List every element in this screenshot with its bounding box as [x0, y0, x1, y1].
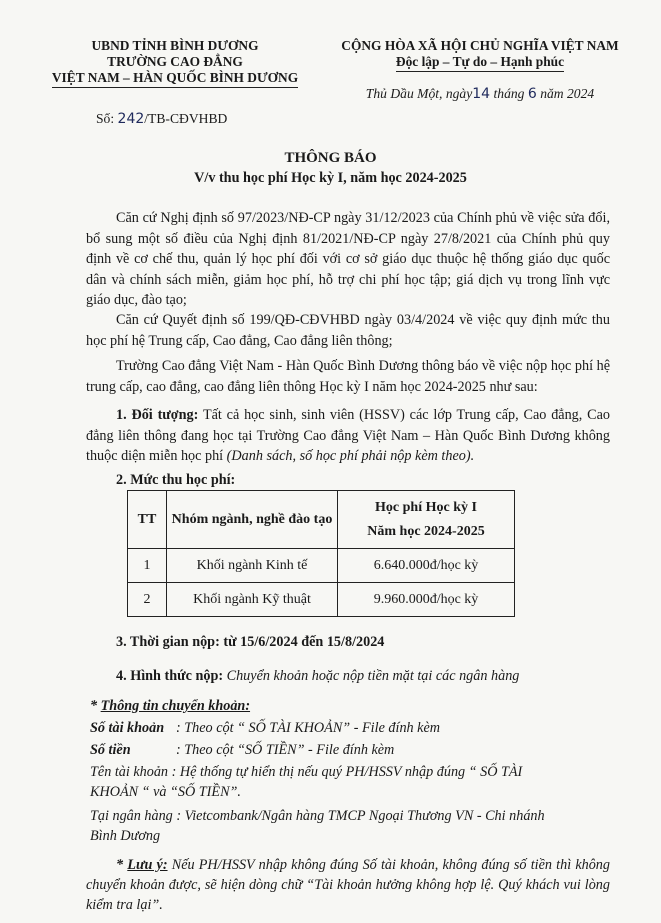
- table-row: [128, 549, 515, 583]
- issuer-header: [40, 38, 310, 88]
- account-name-value: : Hệ thống tự hiển thị nếu quý PH/HSSV nhập đúng “ SỐ TÀI KHOẢN “ và “SỐ TIỀN”.: [90, 764, 523, 800]
- account-name-label: Tên tài khoản: [90, 764, 169, 780]
- table-row: [128, 583, 515, 617]
- note-paragraph: [86, 855, 610, 915]
- asterisk: *: [90, 698, 101, 714]
- row-2-group: Khối ngành Kỹ thuật: [167, 583, 338, 617]
- transfer-account-number: [90, 718, 610, 738]
- issuer-line-3: [40, 70, 310, 88]
- doc-number-label: Số:: [96, 111, 118, 126]
- document-title: THÔNG BÁO: [284, 150, 377, 166]
- national-header: [330, 38, 630, 72]
- issuer-line-3-text: VIỆT NAM – HÀN QUỐC BÌNH DƯƠNG: [52, 70, 298, 88]
- account-number-label: Số tài khoản: [90, 720, 165, 736]
- header-fee: [338, 491, 515, 549]
- date-suffix: năm 2024: [540, 86, 595, 101]
- date-mid: tháng: [493, 86, 525, 101]
- row-1-fee: 6.640.000đ/học kỳ: [338, 549, 515, 583]
- national-motto: Độc lập – Tự do – Hạnh phúc: [396, 54, 564, 72]
- national-motto-wrap: [330, 54, 630, 72]
- row-2-tt: 2: [128, 583, 167, 617]
- row-1-tt: 1: [128, 549, 167, 583]
- amount-label: Số tiền: [90, 742, 131, 758]
- issuer-line-2: TRƯỜNG CAO ĐẲNG: [107, 54, 243, 69]
- doc-number-handwritten: 242: [117, 111, 145, 127]
- header-tt: TT: [128, 491, 167, 549]
- account-number-value: : Theo cột “ SỐ TÀI KHOẢN” - File đính kèm: [176, 720, 441, 736]
- section-3-text: từ 15/6/2024 đến 15/8/2024: [219, 634, 385, 650]
- issue-date: [330, 86, 630, 102]
- section-1-text: Tất cả học sinh, sinh viên (HSSV) các lớp Trung cấp, Cao đẳng, Cao đẳng liên thông đang học tại Trường Cao đẳng Việt Nam – Hàn Quốc Bình Dương không thuộc diện miễn học phí: [86, 407, 610, 464]
- fee-table: [127, 490, 515, 617]
- document-number: [96, 111, 227, 127]
- issuer-line-1: UBND TỈNH BÌNH DƯƠNG: [91, 38, 259, 53]
- national-title: CỘNG HÒA XÃ HỘI CHỦ NGHĨA VIỆT NAM: [341, 38, 619, 53]
- bank-label: Tại ngân hàng: [90, 808, 173, 824]
- paragraph-legal-basis-2: Căn cứ Quyết định số 199/QĐ-CĐVHBD ngày 03/4/2024 về việc quy định mức thu học phí hệ Trung cấp, Cao đẳng, Cao đẳng liên thông;: [86, 312, 610, 349]
- paragraph-announcement: Trường Cao đẳng Việt Nam - Hàn Quốc Bình Dương thông báo về việc nộp học phí hệ trung cấp, cao đẳng, cao đẳng liên thông Học kỳ I năm học 2024-2025 như sau:: [86, 358, 610, 395]
- note-asterisk: *: [116, 857, 128, 873]
- section-3-label: 3. Thời gian nộp:: [116, 634, 220, 650]
- section-1-italic: (Danh sách, số học phí phải nộp kèm theo).: [226, 448, 475, 464]
- header-group: Nhóm ngành, nghề đào tạo: [167, 491, 338, 549]
- note-label: Lưu ý:: [127, 857, 168, 873]
- note-text: Nếu PH/HSSV nhập không đúng Số tài khoản, không đúng số tiền thì không chuyển khoản được, sẽ hiện dòng chữ “Tài khoản hưởng không hợp lệ. Quý khách vui lòng kiểm tra lại”.: [86, 857, 610, 913]
- section-1-label: 1. Đối tượng:: [116, 407, 199, 423]
- amount-value: : Theo cột “SỐ TIỀN” - File đính kèm: [176, 742, 395, 758]
- row-2-fee: 9.960.000đ/học kỳ: [338, 583, 515, 617]
- document-subtitle: V/v thu học phí Học kỳ I, năm học 2024-2025: [194, 170, 467, 186]
- section-1-subjects: [86, 405, 610, 467]
- transfer-bank: [90, 806, 570, 846]
- doc-number-suffix: /TB-CĐVHBD: [144, 111, 228, 126]
- section-4-label: 4. Hình thức nộp:: [116, 668, 224, 684]
- bank-value: : Vietcombank/Ngân hàng TMCP Ngoại Thương VN - Chi nhánh Bình Dương: [90, 808, 545, 844]
- row-1-group: Khối ngành Kinh tế: [167, 549, 338, 583]
- fee-table-header-row: [128, 491, 515, 549]
- date-month: 6: [527, 86, 537, 102]
- transfer-account-name: [90, 762, 560, 802]
- section-3-time: [116, 632, 384, 652]
- date-day: 14: [472, 86, 491, 102]
- section-4-text: Chuyển khoản hoặc nộp tiền mặt tại các ngân hàng: [223, 668, 520, 684]
- header-fee-line2: Năm học 2024-2025: [367, 523, 485, 539]
- section-4-method: [116, 666, 519, 686]
- header-fee-line1: Học phí Học kỳ I: [375, 499, 477, 515]
- paragraph-legal-basis-1: Căn cứ Nghị định số 97/2023/NĐ-CP ngày 31/12/2023 của Chính phủ về việc sửa đổi, bổ sung một số điều của Nghị định 81/2021/NĐ-CP ngày 27/8/2021 của Chính phủ quy định về cơ chế thu, quản lý học phí đối với cơ sở giáo dục thuộc hệ thống giáo dục quốc dân và chính sách miễn, giảm học phí, hỗ trợ chi phí học tập; giá dịch vụ trong lĩnh vực giáo dục, đào tạo;: [86, 210, 610, 308]
- section-2-label: 2. Mức thu học phí:: [116, 472, 236, 488]
- transfer-heading-text: Thông tin chuyển khoản:: [100, 698, 251, 714]
- transfer-info-heading: [90, 696, 250, 716]
- transfer-amount: [90, 740, 610, 760]
- date-prefix: Thủ Dầu Một, ngày: [365, 86, 473, 101]
